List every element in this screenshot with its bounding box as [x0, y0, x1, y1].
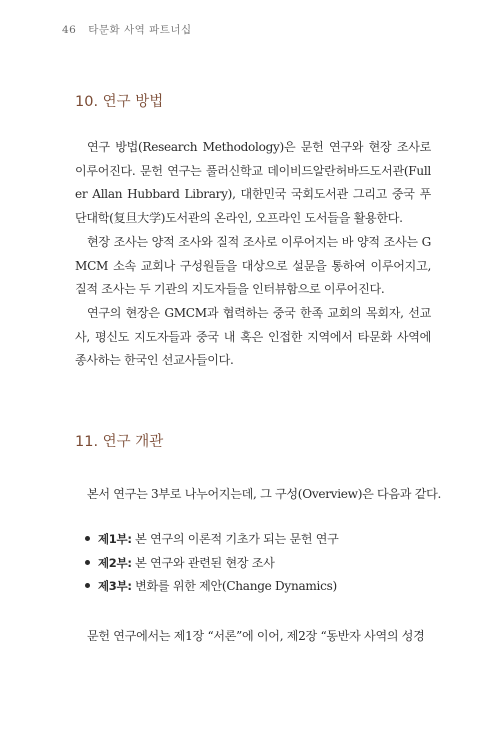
part-text: 본 연구와 관련된 현장 조사: [131, 555, 275, 570]
list-item: [85, 528, 339, 552]
list-item: [85, 552, 339, 576]
section-10-body: [75, 136, 431, 373]
section-10-title: 10. 연구 방법: [75, 94, 164, 110]
bullet-icon: [85, 583, 90, 588]
part-label: 제1부:: [98, 532, 132, 546]
list-item: [85, 575, 339, 599]
overview-intro: 본서 연구는 3부로 나누어지는데, 그 구성(Overview)은 다음과 같다.: [87, 487, 442, 501]
page-number: 46: [62, 24, 77, 36]
part-list: [85, 528, 339, 599]
paragraph-research-method: 연구 방법(Research Methodology)은 문헌 연구와 현장 조사로 이루어진다. 문헌 연구는 풀러신학교 데이비드알란허바드도서관(Fuller Allan Hubbard Library), 대한민국 국회도서관 그리고 중국 푸단대학(复旦大学)도서관의 온라인, 오프라인 도서들을 활용한다.: [75, 140, 431, 226]
closing-line: 문헌 연구에서는 제1장 “서론”에 이어, 제2장 “동반자 사역의 성경: [87, 629, 425, 643]
bullet-icon: [85, 560, 90, 565]
paragraph-research-field: 연구의 현장은 GMCM과 협력하는 중국 한족 교회의 목회자, 선교사, 평신도 지도자들과 중국 내 혹은 인접한 지역에서 타문화 사역에 종사하는 한국인 선교사들이다.: [75, 305, 431, 368]
running-header: [62, 22, 192, 37]
section-11-title: 11. 연구 개관: [75, 434, 164, 450]
part-text: 본 연구의 이론적 기초가 되는 문헌 연구: [131, 532, 339, 546]
part-label: 제3부:: [98, 579, 132, 593]
paragraph-field-survey: 현장 조사는 양적 조사와 질적 조사로 이루어지는 바 양적 조사는 GMCM 소속 교회나 구성원들을 대상으로 설문을 통하여 이루어지고, 질적 조사는 두 기관의 지도자들을 인터뷰함으로 이루어진다.: [75, 234, 431, 297]
part-label: 제2부:: [98, 555, 132, 570]
running-title: 타문화 사역 파트너십: [88, 24, 192, 36]
bullet-icon: [85, 536, 90, 541]
part-text: 변화를 위한 제안(Change Dynamics): [131, 579, 337, 593]
